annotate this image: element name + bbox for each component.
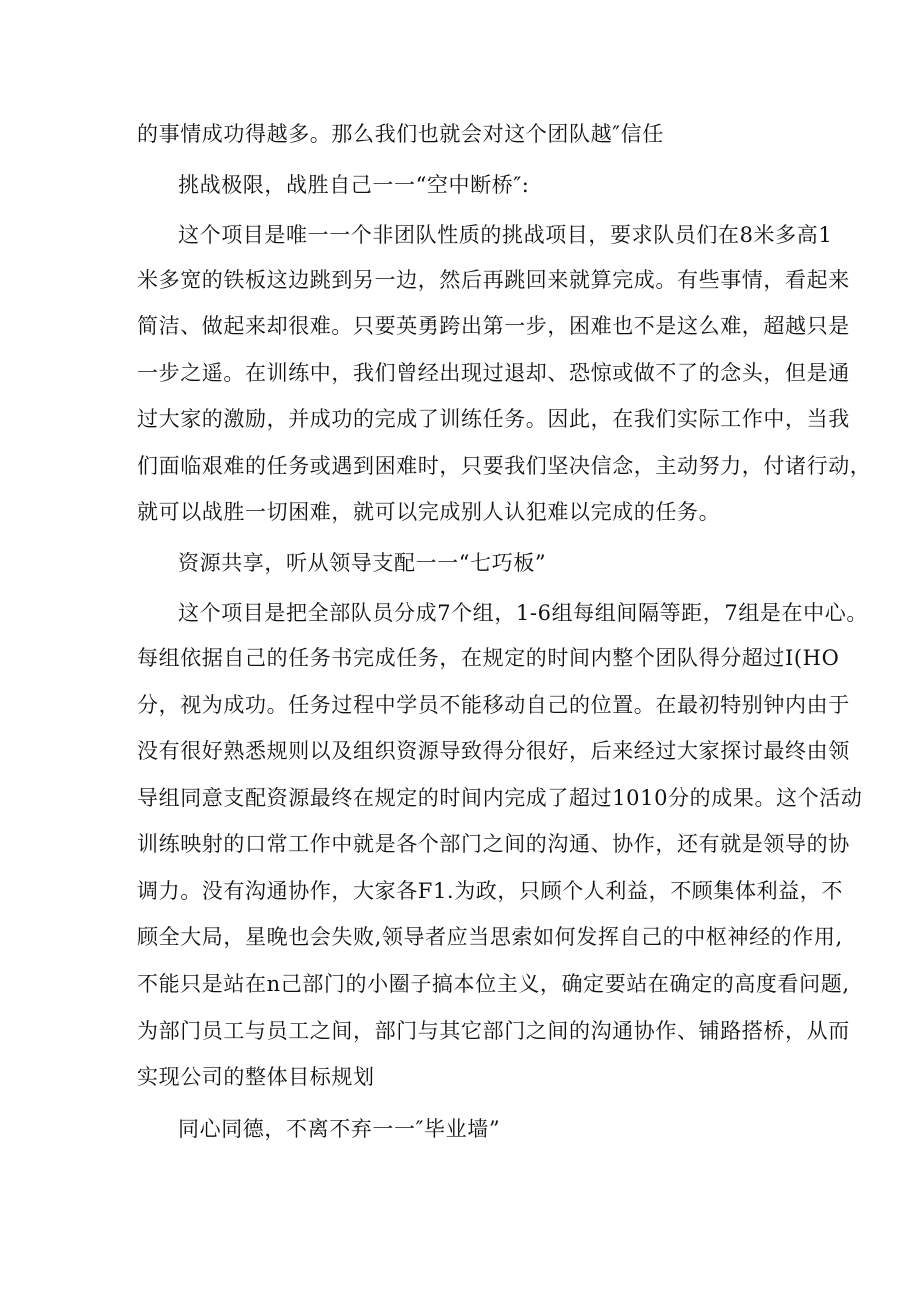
paragraph-line: 过大家的激励，并成功的完成了训练任务。因此，在我们实际工作中，当我 [137, 407, 850, 431]
paragraph-line: 调力。没有沟通协作，大家各F1.为政，只顾个人利益，不顾集体利益，不 [137, 879, 844, 903]
section-heading-graduation-wall: 同心同德，不离不弃一一″毕业墙” [178, 1117, 501, 1141]
paragraph-line: 训练映射的口常工作中就是各个部门之间的沟通、协作，还有就是领导的协 [137, 832, 850, 856]
paragraph-line: 的事情成功得越多。那么我们也就会对这个团队越″信任 [137, 122, 664, 146]
paragraph-line: 没有很好熟悉规则以及组织资源导致得分很好，后来经过大家探讨最终由领 [137, 739, 850, 763]
paragraph-line: 米多宽的铁板这边跳到另一边，然后再跳回来就算完成。有些事情，看起来 [137, 268, 850, 292]
paragraph-line: 为部门员工与员工之间，部门与其它部门之间的沟通协作、铺路搭桥，从而 [137, 1019, 850, 1043]
paragraph-line: 就可以战胜一切困难，就可以完成别人认犯难以完成的任务。 [137, 500, 721, 524]
paragraph-line: 实现公司的整体目标规划 [137, 1065, 375, 1089]
paragraph-line: 们面临艰难的任务或遇到困难时，只要我们坚决信念，主动努力，付诸行动， [137, 454, 872, 478]
paragraph-line: 一步之遥。在训练中，我们曾经出现过退却、恐惊或做不了的念头，但是通 [137, 361, 850, 385]
section-heading-tangram: 资源共享，听从领导支配一一“七巧板” [178, 551, 547, 575]
paragraph-line: 这个项目是唯一一个非团队性质的挑战项目，要求队员们在8米多高1 [178, 223, 833, 247]
paragraph-line: 导组同意支配资源最终在规定的时间内完成了超过1010分的成果。这个活动 [137, 786, 863, 810]
paragraph-line: 顾全大局，星晚也会失败,领导者应当思索如何发挥自己的中枢神经的作用, [137, 925, 843, 949]
paragraph-line: 分，视为成功。任务过程中学员不能移动自己的位置。在最初特别钟内由于 [137, 693, 850, 717]
paragraph-line: 简洁、做起来却很难。只要英勇跨出第一步，困难也不是这么难，超越只是 [137, 314, 850, 338]
section-heading-air-bridge: 挑战极限，战胜自己一一“空中断桥″: [178, 173, 530, 197]
paragraph-line: 这个项目是把全部队员分成7个组，1-6组每组间隔等距，7组是在中心。 [178, 601, 868, 625]
paragraph-line: 每组依据自己的任务书完成任务，在规定的时间内整个团队得分超过I(HO [137, 646, 840, 670]
paragraph-line: 不能只是站在n己部门的小圈子搞本位主义，确定要站在确定的高度看问题, [137, 972, 850, 996]
